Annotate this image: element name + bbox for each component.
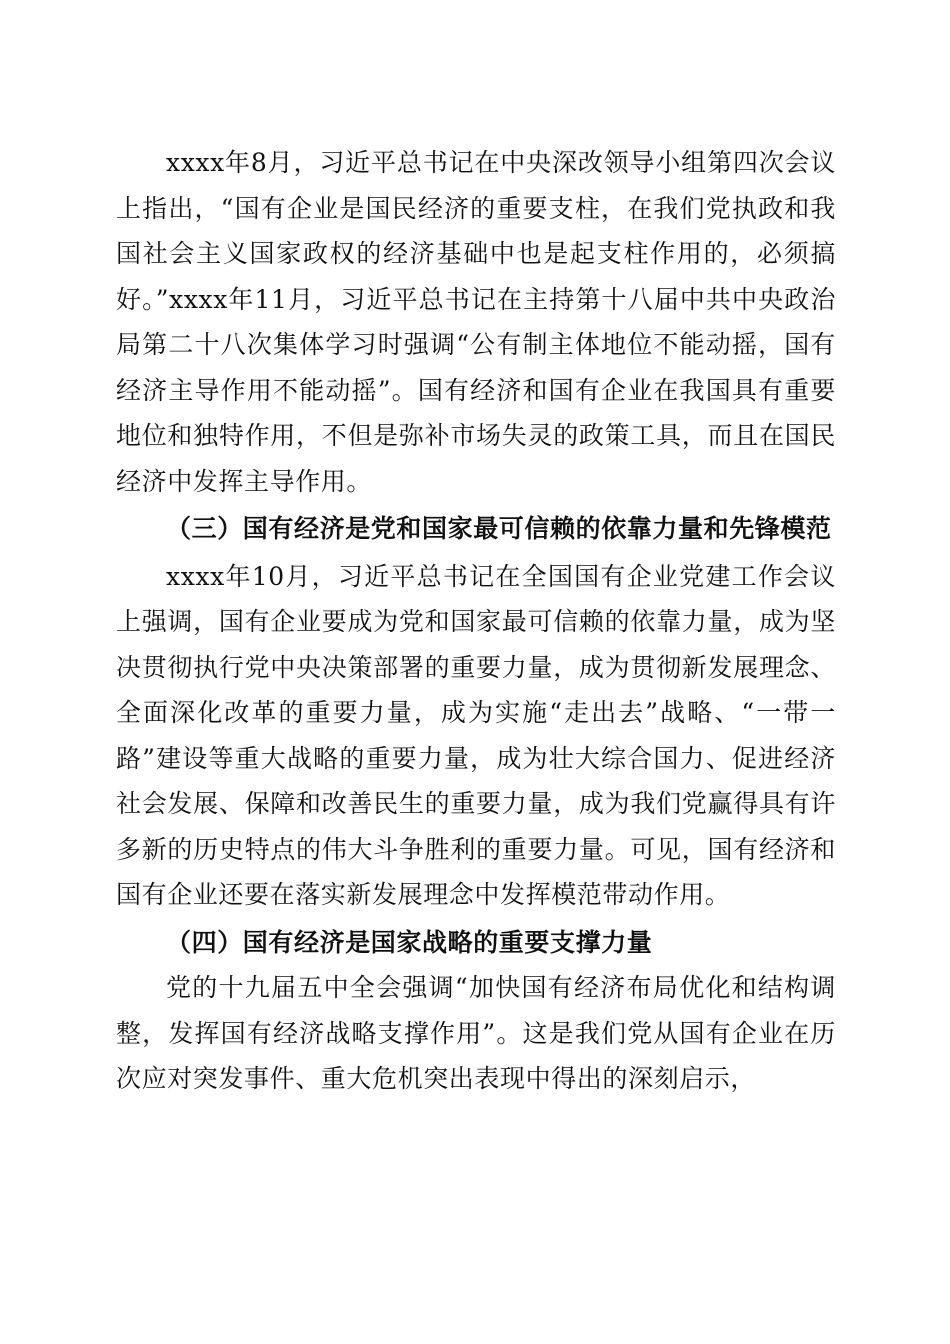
section-heading-4: （四）国有经济是国家战略的重要支撑力量 [166,927,653,957]
paragraph-state-economy-pillar: xxxx年8月，习近平总书记在中央深改领导小组第四次会议上指出，“国有企业是国民经济的重要支柱，在我们党执政和我国社会主义国家政权的经济基础中也是起支柱作用的，必须搞好。”xxxx年11月，习近平总书记在主持第十八届中共中央政治局第二十八次集体学习时强调“公有制主体地位不能动摇，国有经济主导作用不能动摇”。国有经济和国有企业在我国具有重要地位和独特作用，不但是弥补市场失灵的政策工具，而且在国民经济中发挥主导作用。 [116,148,836,496]
paragraph-party-building-conference: xxxx年10月，习近平总书记在全国国有企业党建工作会议上强调，国有企业要成为党和国家最可信赖的依靠力量，成为坚决贯彻执行党中央决策部署的重要力量，成为贯彻新发展理念、全面深化改革的重要力量，成为实施“走出去”战略、“一带一路”建设等重大战略的重要力量，成为壮大综合国力、促进经济社会发展、保障和改善民生的重要力量，成为我们党赢得具有许多新的历史特点的伟大斗争胜利的重要力量。可见，国有经济和国有企业还要在落实新发展理念中发挥模范带动作用。 [116,561,836,909]
document-body [116,140,836,1102]
paragraph-fifth-plenum: 党的十九届五中全会强调“加快国有经济布局优化和结构调整，发挥国有经济战略支撑作用”。这是我们党从国有企业在历次应对突发事件、重大危机突出表现中得出的深刻启示， [116,973,836,1093]
section-heading-3: （三）国有经济是党和国家最可信赖的依靠力量和先锋模范 [166,514,832,543]
